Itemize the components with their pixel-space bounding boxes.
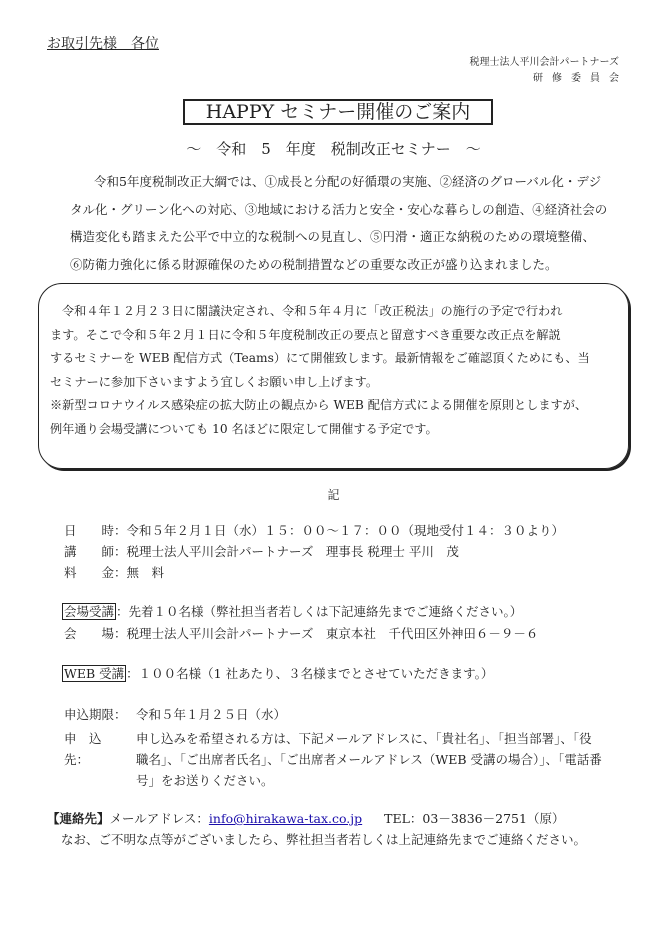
apply-line: 申し込みを希望される方は、下記メールアドレスに、「貴社名」、「担当部署」、「役 xyxy=(136,731,592,746)
intro-line: 令和5年度税制改正大綱では、①成長と分配の好循環の実施、②経済のグローバル化・デジ xyxy=(94,174,602,189)
subtitle: ～ 令和 5 年度 税制改正セミナー ～ xyxy=(186,140,481,158)
notice-line: セミナーに参加下さいますよう宜しくお願い申し上げます。 xyxy=(50,374,379,389)
venue-course-value: ：先着１０名様（弊社担当者若しくは下記連絡先までご連絡ください。） xyxy=(116,604,523,619)
email-label: メールアドレス： xyxy=(109,811,209,826)
intro-line: ⑥防衛力強化に係る財源確保のための税制措置などの重要な改正が盛り込まれました。 xyxy=(70,256,558,272)
intro-line: 構造変化も踏まえた公平で中立的な税制への見直し、⑤円滑・適正な納税のための環境整備、 xyxy=(70,229,596,244)
intro-line: タル化・グリーン化への対応、③地域における活力と安全・安心な暮らしの創造、④経済社会の xyxy=(70,201,608,217)
notice-text xyxy=(50,300,625,442)
notice-line: 令和４年１２月２３日に閣議決定され、令和５年４月に「改正税法」の施行の予定で行われ xyxy=(62,304,563,318)
addressee: お取引先様 各位 xyxy=(47,36,159,52)
venue-course-row xyxy=(62,602,522,622)
committee-name: 研修委員会 xyxy=(533,73,628,84)
document-title: HAPPY セミナー開催のご案内 xyxy=(183,99,493,125)
notice-line: 例年通り会場受講についても 10 名ほどに限定して開催する予定です。 xyxy=(50,421,438,436)
web-course-row xyxy=(62,664,493,684)
fee-value: 無 料 xyxy=(126,565,165,580)
apply-text xyxy=(136,728,602,791)
contact-label: 【連絡先】 xyxy=(47,811,110,826)
date-value: 令和５年２月１日（水）１５：００～１７：００（現地受付１４：３０より） xyxy=(126,523,565,538)
venue-course-label: 会場受講 xyxy=(64,604,115,619)
lecturer-label: 講 師： xyxy=(64,544,127,559)
notice-line: ます。そこで令和５年２月１日に令和５年度税制改正の要点と留意すべき重要な改正点を解説 xyxy=(50,327,561,342)
venue-label: 会 場： xyxy=(64,626,127,641)
email-link[interactable]: info@hirakawa-tax.co.jp xyxy=(208,811,363,826)
web-course-value: ：１００名様（1 社あたり、３名様までとさせていただきます。） xyxy=(126,666,494,681)
deadline-value: 令和５年１月２５日（水） xyxy=(136,707,287,722)
date-label: 日 時： xyxy=(64,523,127,538)
web-course-label: WEB 受講 xyxy=(64,666,125,681)
notice-line: するセミナーを WEB 配信方式（Teams）にて開催致します。最新情報をご確認頂くためにも、当 xyxy=(50,351,590,366)
contact-note: なお、ご不明な点等がございましたら、弊社担当者若しくは上記連絡先までご連絡ください。 xyxy=(61,832,587,847)
lecturer-value: 税理士法人平川会計パートナーズ 理事長 税理士 平川 茂 xyxy=(126,544,459,559)
apply-label: 申 込 先： xyxy=(64,731,115,767)
deadline-row xyxy=(64,704,624,725)
contact-block xyxy=(47,808,586,850)
apply-block xyxy=(64,728,624,791)
apply-line: 職名」、「ご出席者氏名」、「ご出席者メールアドレス（WEB 受講の場合）」、「電話番 xyxy=(136,752,602,767)
tel: TEL：03－3836－2751（原） xyxy=(384,811,565,826)
apply-line: 号」をお送りください。 xyxy=(136,773,274,788)
intro-paragraph xyxy=(70,168,610,278)
fee-label: 料 金： xyxy=(64,565,127,580)
fee-row xyxy=(64,563,164,583)
date-row xyxy=(64,521,564,541)
lecturer-row xyxy=(64,542,459,562)
venue-value: 税理士法人平川会計パートナーズ 東京本社 千代田区外神田６－９－６ xyxy=(126,626,539,641)
organization-block xyxy=(469,55,628,87)
contact-row xyxy=(47,808,586,829)
notice-line: ※新型コロナウイルス感染症の拡大防止の観点から WEB 配信方式による開催を原則としますが、 xyxy=(50,398,588,413)
venue-row xyxy=(64,624,538,644)
ki-heading: 記 xyxy=(327,488,340,502)
deadline-label: 申込期限： xyxy=(64,707,127,722)
org-name: 税理士法人平川会計パートナーズ xyxy=(469,57,619,68)
